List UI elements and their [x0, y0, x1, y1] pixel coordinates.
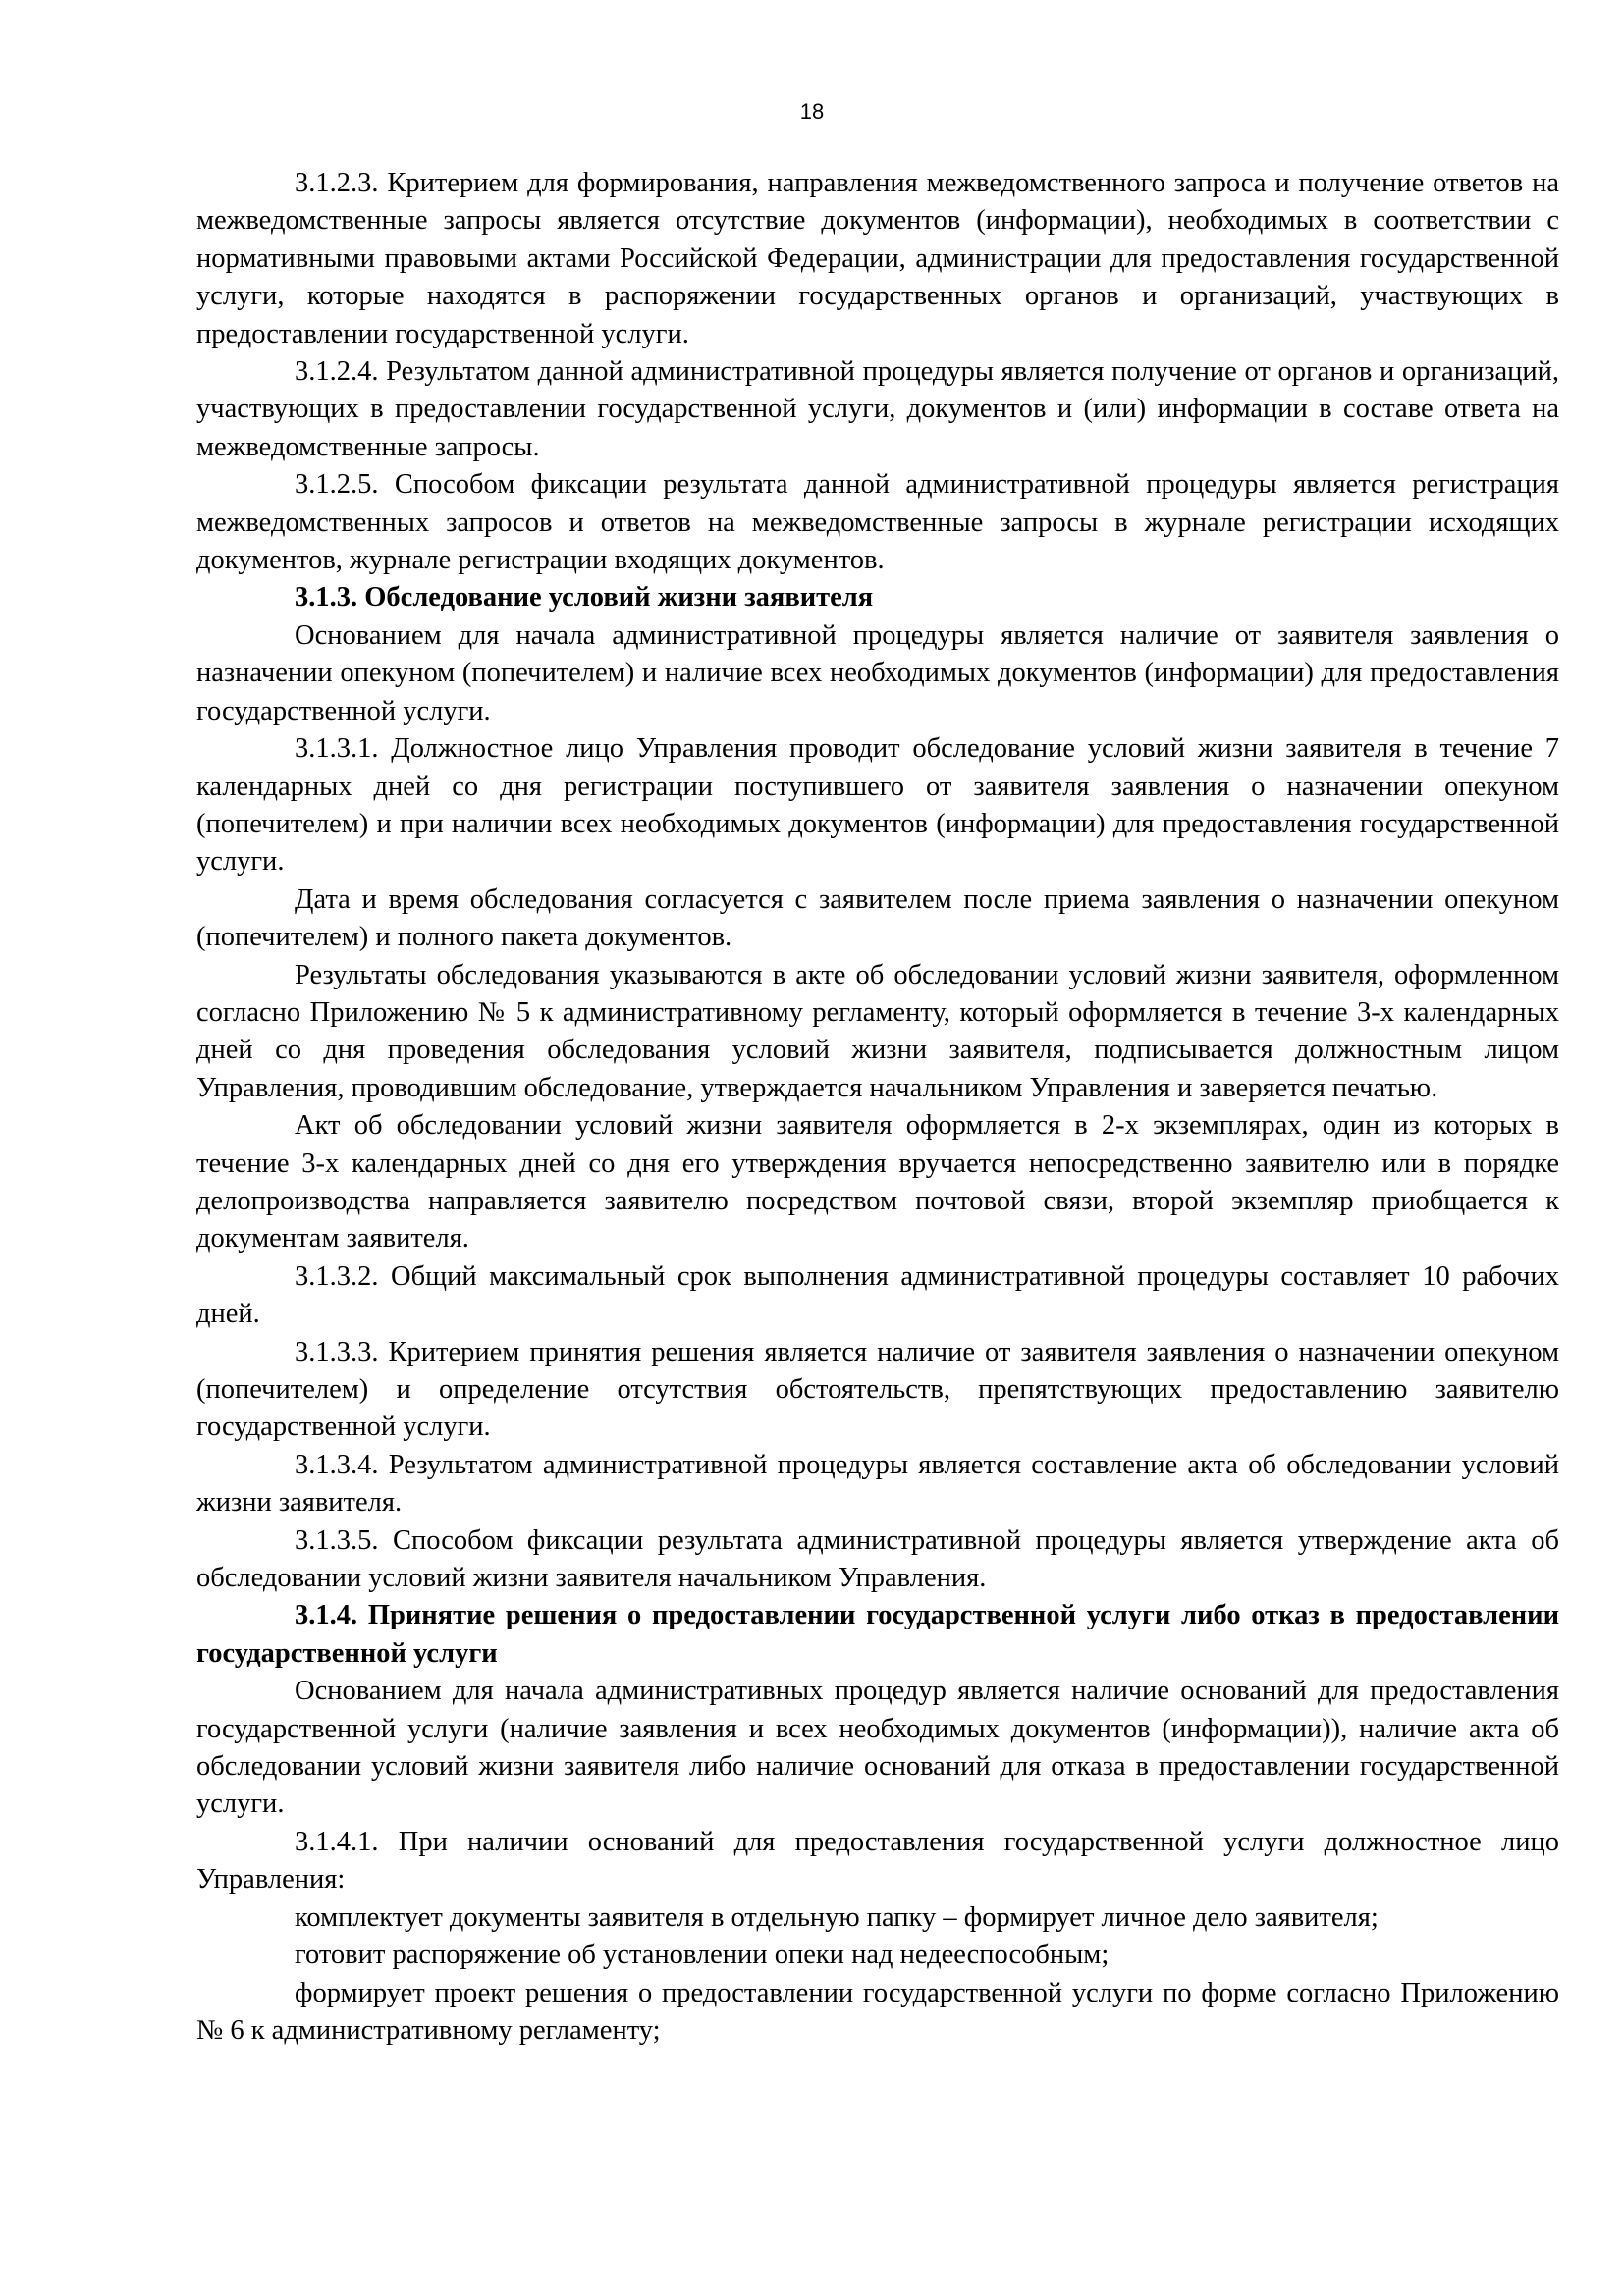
paragraph-3-1-3-5: 3.1.3.5. Способом фиксации результата административной процедуры является утверждение акта об обследовании условий жизни заявителя начальником Управления. — [196, 1524, 1559, 1594]
paragraph-3-1-3-4: 3.1.3.4. Результатом административной процедуры является составление акта об обследовании условий жизни заявителя. — [196, 1449, 1559, 1519]
section-heading-3-1-3: 3.1.3. Обследование условий жизни заявителя — [295, 582, 874, 614]
document-body — [196, 165, 1559, 2050]
paragraph-3-1-3-basis: Основанием для начала административной процедуры является наличие от заявителя заявления о назначении опекуном (попечителем) и наличие всех необходимых документов (информации) для предоставления государственной услуги. — [196, 619, 1559, 726]
list-item-compile-file: комплектует документы заявителя в отдельную папку – формирует личное дело заявителя; — [295, 1901, 1379, 1933]
section-heading-3-1-4: 3.1.4. Принятие решения о предоставлении государственной услуги либо отказ в предоставлении государственной услуги — [196, 1600, 1559, 1669]
paragraph-3-1-4-basis: Основанием для начала административных процедур является наличие оснований для предоставления государственной услуги (наличие заявления и всех необходимых документов (информации)), наличие акта об обследовании условий жизни заявителя либо наличие оснований для отказа в предоставлении государственной услуги. — [196, 1676, 1559, 1820]
paragraph-3-1-2-3: 3.1.2.3. Критерием для формирования, направления межведомственного запроса и получение ответов на межведомственные запросы является отсутствие документов (информации), необходимых в соответствии с нормативными правовыми актами Российской Федерации, администрации для предоставления государственной услуги, которые находятся в распоряжении государственных органов и организаций, участвующих в предоставлении государственной услуги. — [196, 168, 1559, 349]
paragraph-inspection-results: Результаты обследования указываются в акте об обследовании условий жизни заявителя, оформленном согласно Приложению № 5 к административному регламенту, который оформляется в течение 3-х календарных дней со дня проведения обследования условий жизни заявителя, подписывается должностным лицом Управления, проводившим обследование, утверждается начальником Управления и заверяется печатью. — [196, 959, 1559, 1103]
paragraph-3-1-4-1: 3.1.4.1. При наличии оснований для предоставления государственной услуги должностное лицо Управления: — [196, 1826, 1559, 1896]
paragraph-3-1-2-5: 3.1.2.5. Способом фиксации результата данной административной процедуры является регистрация межведомственных запросов и ответов на межведомственные запросы в журнале регистрации исходящих документов, журнале регистрации входящих документов. — [196, 469, 1559, 576]
paragraph-inspection-date: Дата и время обследования согласуется с заявителем после приема заявления о назначении опекуном (попечителем) и полного пакета документов. — [196, 883, 1559, 953]
paragraph-3-1-3-1: 3.1.3.1. Должностное лицо Управления проводит обследование условий жизни заявителя в течение 7 календарных дней со дня регистрации поступившего от заявителя заявления о назначении опекуном (попечителем) и при наличии всех необходимых документов (информации) для предоставления государственной услуги. — [196, 733, 1559, 878]
paragraph-3-1-2-4: 3.1.2.4. Результатом данной административной процедуры является получение от органов и организаций, участвующих в предоставлении государственной услуги, документов и (или) информации в составе ответа на межведомственные запросы. — [196, 356, 1559, 462]
paragraph-inspection-act: Акт об обследовании условий жизни заявителя оформляется в 2-х экземплярах, один из которых в течение 3-х календарных дней со дня его утверждения вручается непосредственно заявителю или в порядке делопроизводства направляется заявителю посредством почтовой связи, второй экземпляр приобщается к документам заявителя. — [196, 1110, 1559, 1255]
page-number: 18 — [799, 99, 825, 124]
list-item-draft-decision: формирует проект решения о предоставлении государственной услуги по форме согласно Приложению № 6 к административному регламенту; — [196, 1977, 1559, 2046]
paragraph-3-1-3-3: 3.1.3.3. Критерием принятия решения является наличие от заявителя заявления о назначении опекуном (попечителем) и определение отсутствия обстоятельств, препятствующих предоставлению заявителю государственной услуги. — [196, 1336, 1559, 1443]
paragraph-3-1-3-2: 3.1.3.2. Общий максимальный срок выполнения административной процедуры составляет 10 рабочих дней. — [196, 1260, 1559, 1330]
list-item-prepare-order: готовит распоряжение об установлении опеки над недееспособным; — [295, 1940, 1110, 1971]
